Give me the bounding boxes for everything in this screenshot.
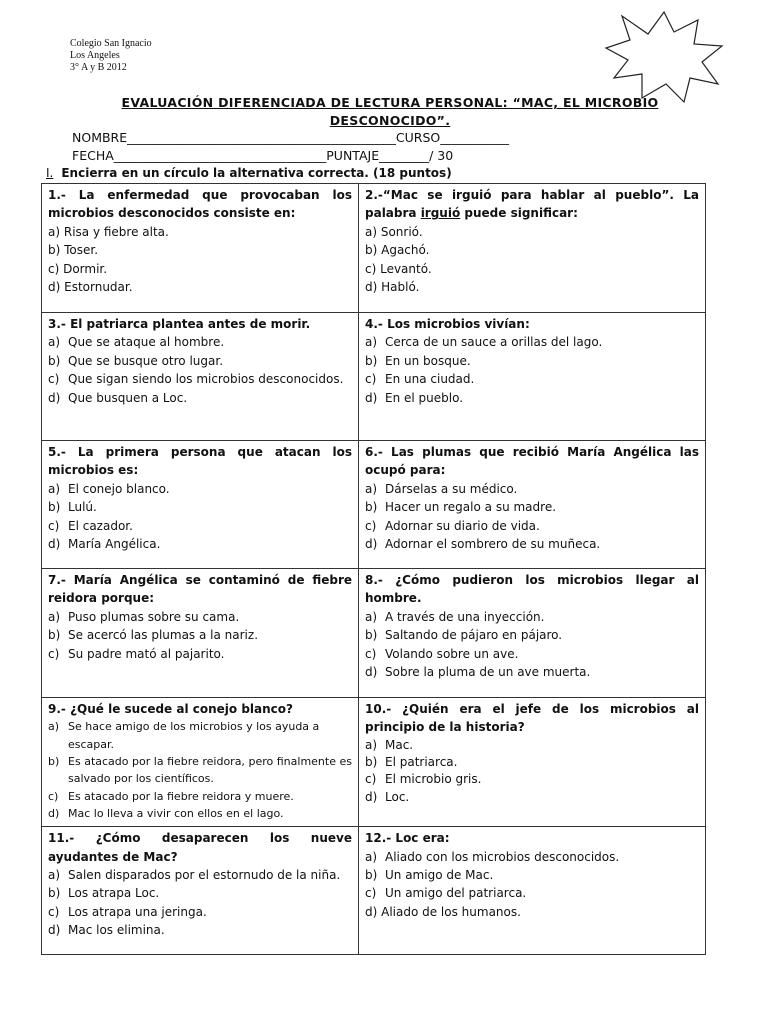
option[interactable] — [48, 805, 352, 822]
option-letter: a) — [48, 481, 61, 496]
option-text: Mac los elimina. — [68, 923, 165, 938]
question-text: 1.- La enfermedad que provocaban los microbios desconocidos consiste en: — [48, 188, 352, 221]
option-text: Su padre mató al pajarito. — [68, 646, 225, 661]
question-text: 6.- Las plumas que recibió María Angélica las ocupó para: — [365, 445, 699, 478]
question-6 — [359, 441, 706, 569]
option-text: Sobre la pluma de un ave muerta. — [385, 665, 591, 680]
option-text: Saltando de pájaro en pájaro. — [385, 628, 563, 643]
option-letter: c) — [365, 772, 377, 787]
option-letter: a) — [48, 335, 61, 350]
option[interactable] — [365, 498, 699, 516]
option-letter: c) — [365, 646, 377, 661]
option-letter: c) — [48, 904, 60, 919]
option[interactable]: b) Toser. — [48, 243, 99, 258]
option-text: Cerca de un sauce a orillas del lago. — [385, 335, 603, 350]
option-letter: b) — [365, 500, 378, 515]
option-letter: c) — [48, 372, 60, 387]
option-letter: d) — [48, 537, 61, 552]
question-5 — [42, 441, 359, 569]
question-1 — [42, 184, 359, 313]
option[interactable]: b) Agachó. — [365, 243, 430, 258]
option-letter: c) — [48, 646, 60, 661]
option-letter: c) — [48, 518, 60, 533]
option[interactable] — [48, 608, 352, 626]
option-text: Que busquen a Loc. — [68, 390, 188, 405]
date-score-field[interactable]: FECHA__________________________________PUNTAJE________/ 30 — [72, 148, 454, 163]
underlined-word: irguió — [420, 206, 461, 221]
instruction — [46, 166, 452, 180]
option-text: A través de una inyección. — [385, 609, 545, 624]
option[interactable] — [365, 789, 699, 806]
question-text: 10.- ¿Quién era el jefe de los microbios al principio de la historia? — [365, 702, 699, 735]
questions-table — [41, 183, 706, 955]
option-text: El microbio gris. — [385, 772, 482, 787]
option-letter: b) — [365, 755, 378, 770]
page-title — [60, 94, 720, 130]
option[interactable] — [48, 352, 352, 370]
school-header — [70, 38, 152, 74]
option-letter: d) — [365, 789, 378, 804]
option-letter: b) — [48, 500, 61, 515]
option-letter: a) — [365, 335, 378, 350]
option[interactable] — [48, 718, 352, 753]
option-letter: a) — [48, 720, 60, 734]
question-text-part: puede significar: — [460, 206, 578, 221]
option[interactable] — [48, 788, 352, 805]
option-text: Puso plumas sobre su cama. — [68, 609, 240, 624]
question-text: 12.- Loc era: — [365, 831, 450, 846]
question-text: 4.- Los microbios vivían: — [365, 317, 530, 331]
option[interactable] — [365, 866, 699, 884]
option[interactable] — [365, 333, 699, 351]
option-letter: b) — [48, 755, 60, 768]
school-grade: 3° A y B 2012 — [70, 62, 127, 73]
option-letter: b) — [48, 886, 61, 901]
section-number: I. — [46, 166, 54, 180]
option[interactable] — [48, 389, 352, 407]
option-text: Aliado con los microbios desconocidos. — [385, 849, 620, 864]
option[interactable] — [365, 480, 699, 498]
option[interactable] — [48, 535, 352, 553]
option-letter: d) — [48, 923, 61, 938]
title-line-2: DESCONOCIDO”. — [329, 113, 451, 128]
option-text: Los atrapa una jeringa. — [68, 904, 207, 919]
question-text: 8.- ¿Cómo pudieron los microbios llegar al hombre. — [365, 573, 699, 606]
option-text: Se acercó las plumas a la nariz. — [68, 628, 259, 643]
option[interactable] — [365, 645, 699, 663]
option[interactable] — [365, 737, 699, 754]
option[interactable] — [48, 866, 352, 884]
option[interactable] — [48, 921, 352, 939]
option[interactable] — [365, 535, 699, 553]
option[interactable] — [48, 517, 352, 535]
option[interactable] — [365, 626, 699, 644]
school-city: Los Angeles — [70, 50, 120, 61]
starburst-icon — [602, 8, 728, 104]
option-text: Mac. — [385, 737, 414, 752]
option[interactable] — [365, 370, 699, 388]
question-text: 7.- María Angélica se contaminó de fiebre reidora porque: — [48, 573, 352, 606]
option-letter: c) — [48, 789, 59, 803]
option-letter: d) — [365, 390, 378, 405]
option-letter: d) — [365, 665, 378, 680]
option-text: Que se busque otro lugar. — [68, 353, 224, 368]
option[interactable] — [48, 480, 352, 498]
name-course-field[interactable]: NOMBRE___________________________________________CURSO___________ — [72, 130, 509, 145]
option-letter: b) — [365, 868, 378, 882]
option-text: Es atacado por la fiebre reidora, pero finalmente es salvado por los científicos. — [68, 755, 352, 786]
option[interactable] — [48, 884, 352, 902]
question-10 — [359, 698, 706, 827]
option-letter: c) — [365, 372, 377, 387]
option-letter: a) — [48, 609, 61, 624]
option[interactable] — [48, 498, 352, 516]
option-text: En una ciudad. — [385, 372, 475, 387]
option-text: Adornar el sombrero de su muñeca. — [385, 537, 601, 552]
option-letter: b) — [48, 353, 61, 368]
option-text: Que sigan siendo los microbios desconocidos. — [68, 372, 344, 387]
option-text: El patriarca. — [385, 755, 458, 770]
question-11 — [42, 827, 359, 955]
option[interactable] — [365, 517, 699, 535]
option[interactable]: d) Habló. — [365, 280, 420, 295]
option-letter: b) — [365, 353, 378, 368]
option-letter: c) — [365, 886, 377, 901]
question-text: 3.- El patriarca plantea antes de morir. — [48, 317, 311, 331]
option-text: Adornar su diario de vida. — [385, 518, 540, 533]
option-text: Lulú. — [68, 500, 97, 515]
option[interactable]: a) Risa y fiebre alta. — [48, 224, 169, 239]
option[interactable] — [48, 626, 352, 644]
option-letter: a) — [365, 481, 378, 496]
option-text: Dárselas a su médico. — [385, 481, 518, 496]
option[interactable] — [365, 754, 699, 771]
option-text: María Angélica. — [68, 537, 161, 552]
option-letter: b) — [365, 628, 378, 643]
option-letter: a) — [365, 609, 378, 624]
option[interactable] — [48, 903, 352, 921]
option-text: El cazador. — [68, 518, 133, 533]
question-7 — [42, 569, 359, 698]
option-letter: d) — [48, 806, 60, 820]
option-text: Es atacado por la fiebre reidora y muere. — [68, 789, 294, 803]
option[interactable] — [365, 848, 699, 866]
option-text: En el pueblo. — [385, 390, 464, 405]
question-4 — [359, 313, 706, 441]
question-text: 11.- ¿Cómo desaparecen los nueve ayudantes de Mac? — [48, 831, 352, 864]
option-text: Loc. — [385, 789, 410, 804]
option[interactable]: c) Levantó. — [365, 261, 432, 276]
option-text: El conejo blanco. — [68, 481, 170, 496]
option[interactable] — [48, 370, 352, 388]
option[interactable]: d) Estornudar. — [48, 280, 133, 295]
option-letter: a) — [365, 849, 378, 864]
option[interactable] — [48, 333, 352, 351]
option-text: Un amigo de Mac. — [385, 868, 494, 882]
question-8 — [359, 569, 706, 698]
option-letter: b) — [48, 628, 61, 643]
option[interactable] — [365, 663, 699, 681]
option-text: Los atrapa Loc. — [68, 886, 160, 901]
option-letter: a) — [48, 868, 61, 882]
question-9 — [42, 698, 359, 827]
title-line-1: EVALUACIÓN DIFERENCIADA DE LECTURA PERSONAL: “MAC, EL MICROBIO — [121, 95, 659, 110]
school-name: Colegio San Ignacio — [70, 38, 152, 49]
option-text: En un bosque. — [385, 353, 471, 368]
question-text: 9.- ¿Qué le sucede al conejo blanco? — [48, 702, 293, 716]
option[interactable] — [48, 645, 352, 663]
question-3 — [42, 313, 359, 441]
option-text: Un amigo del patriarca. — [385, 886, 527, 901]
option-text: Volando sobre un ave. — [385, 646, 519, 661]
option[interactable]: d) Aliado de los humanos. — [365, 904, 521, 919]
question-text — [365, 186, 699, 223]
option[interactable] — [365, 352, 699, 370]
question-12 — [359, 827, 706, 955]
option[interactable]: a) Sonrió. — [365, 224, 423, 239]
option[interactable] — [365, 389, 699, 407]
question-2 — [359, 184, 706, 313]
instruction-text: Encierra en un círculo la alternativa correcta. (18 puntos) — [61, 166, 452, 180]
question-text: 5.- La primera persona que atacan los microbios es: — [48, 445, 352, 478]
option-text: Salen disparados por el estornudo de la niña. — [68, 868, 341, 882]
option[interactable] — [365, 884, 699, 902]
option-text: Mac lo lleva a vivir con ellos en el lago. — [68, 806, 284, 820]
option[interactable] — [48, 753, 352, 788]
option[interactable]: c) Dormir. — [48, 261, 108, 276]
option-letter: c) — [365, 518, 377, 533]
option[interactable] — [365, 608, 699, 626]
option-text: Que se ataque al hombre. — [68, 335, 225, 350]
option-text: Hacer un regalo a su madre. — [385, 500, 557, 515]
option[interactable] — [365, 771, 699, 788]
option-letter: d) — [365, 537, 378, 552]
option-letter: a) — [365, 737, 378, 752]
question-text-part: 2.-“Mac se irguió para hablar al pueblo”. La palabra — [365, 188, 699, 221]
option-letter: d) — [48, 390, 61, 405]
option-text: Se hace amigo de los microbios y los ayuda a escapar. — [68, 720, 320, 751]
